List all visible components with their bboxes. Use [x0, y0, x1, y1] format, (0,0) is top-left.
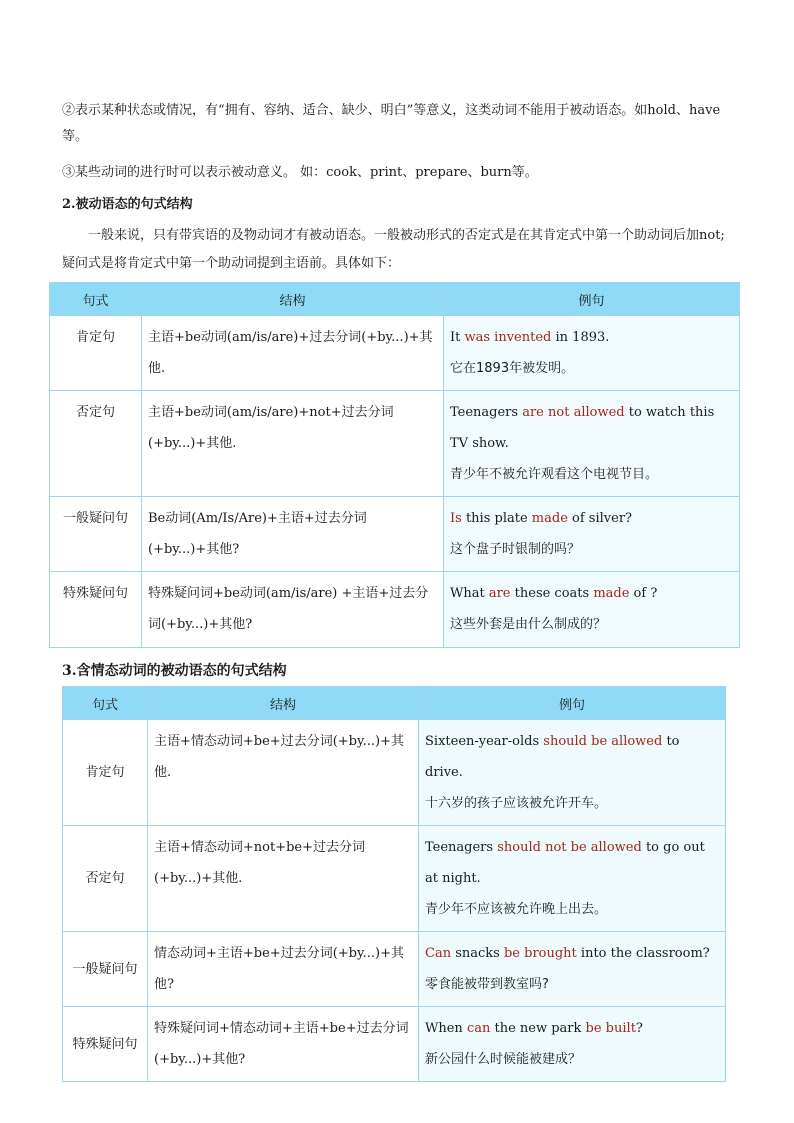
example-english [450, 578, 733, 609]
cell-sentence-type: 特殊疑问句 [50, 572, 142, 648]
example-english [450, 397, 733, 459]
example-text: snacks [451, 946, 504, 961]
example-english [425, 1013, 719, 1044]
highlighted-passive-phrase: made [593, 586, 630, 601]
example-text: Sixteen-year-olds [425, 734, 544, 749]
example-text: this plate [461, 511, 532, 526]
example-text: of silver? [567, 511, 633, 526]
cell-example [444, 572, 740, 648]
cell-structure: Be动词(Am/Is/Are)+主语+过去分词(+by...)+其他? [142, 497, 444, 572]
cell-sentence-type: 一般疑问句 [50, 497, 142, 572]
highlighted-passive-phrase: can [466, 1021, 491, 1036]
header-structure: 结构 [148, 687, 419, 720]
paragraph-transitive-intro: 一般来说，只有带宾语的及物动词才有被动语态。一般被动形式的否定式是在其肯定式中第一个助动词后加not;疑问式是将肯定式中第一个助动词提到主语前。具体如下： [62, 228, 725, 271]
highlighted-passive-phrase: be built [585, 1021, 636, 1036]
header-sentence-type: 句式 [63, 687, 148, 720]
paragraph-state-verbs: ②表示某种状态或情况，有“拥有、容纳、适合、缺少、明白”等意义，这类动词不能用于被动语态。如hold、have等。 [62, 103, 721, 144]
highlighted-passive-phrase: Is [450, 511, 462, 526]
table-row [63, 1007, 726, 1082]
highlighted-passive-phrase: should not be allowed [497, 840, 642, 855]
example-chinese: 十六岁的孩子应该被允许开车。 [425, 796, 608, 811]
example-text: of ? [629, 586, 658, 601]
header-example: 例句 [444, 283, 740, 316]
example-text: to watch this TV show. [450, 405, 715, 451]
cell-example [444, 497, 740, 572]
example-english [425, 832, 719, 894]
example-text: Teenagers [425, 840, 498, 855]
passive-structure-table [49, 282, 740, 648]
example-chinese: 零食能被带到教室吗? [425, 977, 549, 992]
cell-example [419, 720, 726, 826]
cell-example [419, 1007, 726, 1082]
table-header-row [63, 687, 726, 720]
cell-example [419, 826, 726, 932]
cell-structure: 主语+情态动词+not+be+过去分词(+by...)+其他. [148, 826, 419, 932]
example-text: in 1893. [551, 330, 610, 345]
example-text: What [450, 586, 489, 601]
cell-structure: 主语+be动词(am/is/are)+not+过去分词(+by...)+其他. [142, 391, 444, 497]
example-chinese: 它在1893年被发明。 [450, 361, 575, 376]
table-row [50, 497, 740, 572]
cell-example [444, 316, 740, 391]
example-english [450, 503, 733, 534]
paragraph-progressive-verbs: ③某些动词的进行时可以表示被动意义。 如：cook、print、prepare、burn等。 [62, 165, 538, 180]
highlighted-passive-phrase: was invented [464, 330, 552, 345]
section-heading-structure: 2.被动语态的句式结构 [62, 197, 193, 212]
table-row [63, 720, 726, 826]
example-text: to go out at night. [425, 840, 705, 886]
cell-structure: 主语+be动词(am/is/are)+过去分词(+by...)+其他. [142, 316, 444, 391]
example-text: ? [635, 1021, 643, 1036]
example-english [450, 322, 733, 353]
highlighted-passive-phrase: should be allowed [543, 734, 663, 749]
cell-sentence-type: 一般疑问句 [63, 932, 148, 1007]
highlighted-passive-phrase: made [531, 511, 568, 526]
table-row [50, 316, 740, 391]
example-english [425, 726, 719, 788]
section-heading-modal-passive: 3.含情态动词的被动语态的句式结构 [62, 663, 287, 679]
example-text: the new park [490, 1021, 586, 1036]
header-example: 例句 [419, 687, 726, 720]
modal-passive-table [62, 686, 726, 1082]
cell-structure: 特殊疑问词+be动词(am/is/are) +主语+过去分词(+by...)+其他? [142, 572, 444, 648]
highlighted-passive-phrase: are [488, 586, 511, 601]
example-chinese: 青少年不被允许观看这个电视节目。 [450, 467, 659, 482]
example-chinese: 新公园什么时候能被建成？ [425, 1052, 582, 1067]
example-text: When [425, 1021, 467, 1036]
header-structure: 结构 [142, 283, 444, 316]
example-english [425, 938, 719, 969]
highlighted-passive-phrase: Can [425, 946, 452, 961]
example-chinese: 这个盘子时银制的吗？ [450, 542, 581, 557]
example-chinese: 这些外套是由什么制成的？ [450, 617, 607, 632]
cell-sentence-type: 否定句 [50, 391, 142, 497]
table-row [50, 572, 740, 648]
cell-sentence-type: 特殊疑问句 [63, 1007, 148, 1082]
example-text: It [450, 330, 465, 345]
example-text: to drive. [425, 734, 680, 780]
cell-structure: 特殊疑问词+情态动词+主语+be+过去分词(+by...)+其他? [148, 1007, 419, 1082]
table-row [63, 826, 726, 932]
cell-structure: 情态动词+主语+be+过去分词(+by...)+其他? [148, 932, 419, 1007]
table-row [63, 932, 726, 1007]
cell-structure: 主语+情态动词+be+过去分词(+by...)+其他. [148, 720, 419, 826]
header-sentence-type: 句式 [50, 283, 142, 316]
cell-sentence-type: 肯定句 [63, 720, 148, 826]
example-text: these coats [510, 586, 594, 601]
highlighted-passive-phrase: be brought [503, 946, 577, 961]
cell-sentence-type: 肯定句 [50, 316, 142, 391]
cell-example [444, 391, 740, 497]
example-text: Teenagers [450, 405, 523, 420]
example-text: into the classroom? [576, 946, 710, 961]
table-row [50, 391, 740, 497]
cell-example [419, 932, 726, 1007]
example-chinese: 青少年不应该被允许晚上出去。 [425, 902, 608, 917]
highlighted-passive-phrase: are not allowed [522, 405, 625, 420]
cell-sentence-type: 否定句 [63, 826, 148, 932]
table-header-row [50, 283, 740, 316]
